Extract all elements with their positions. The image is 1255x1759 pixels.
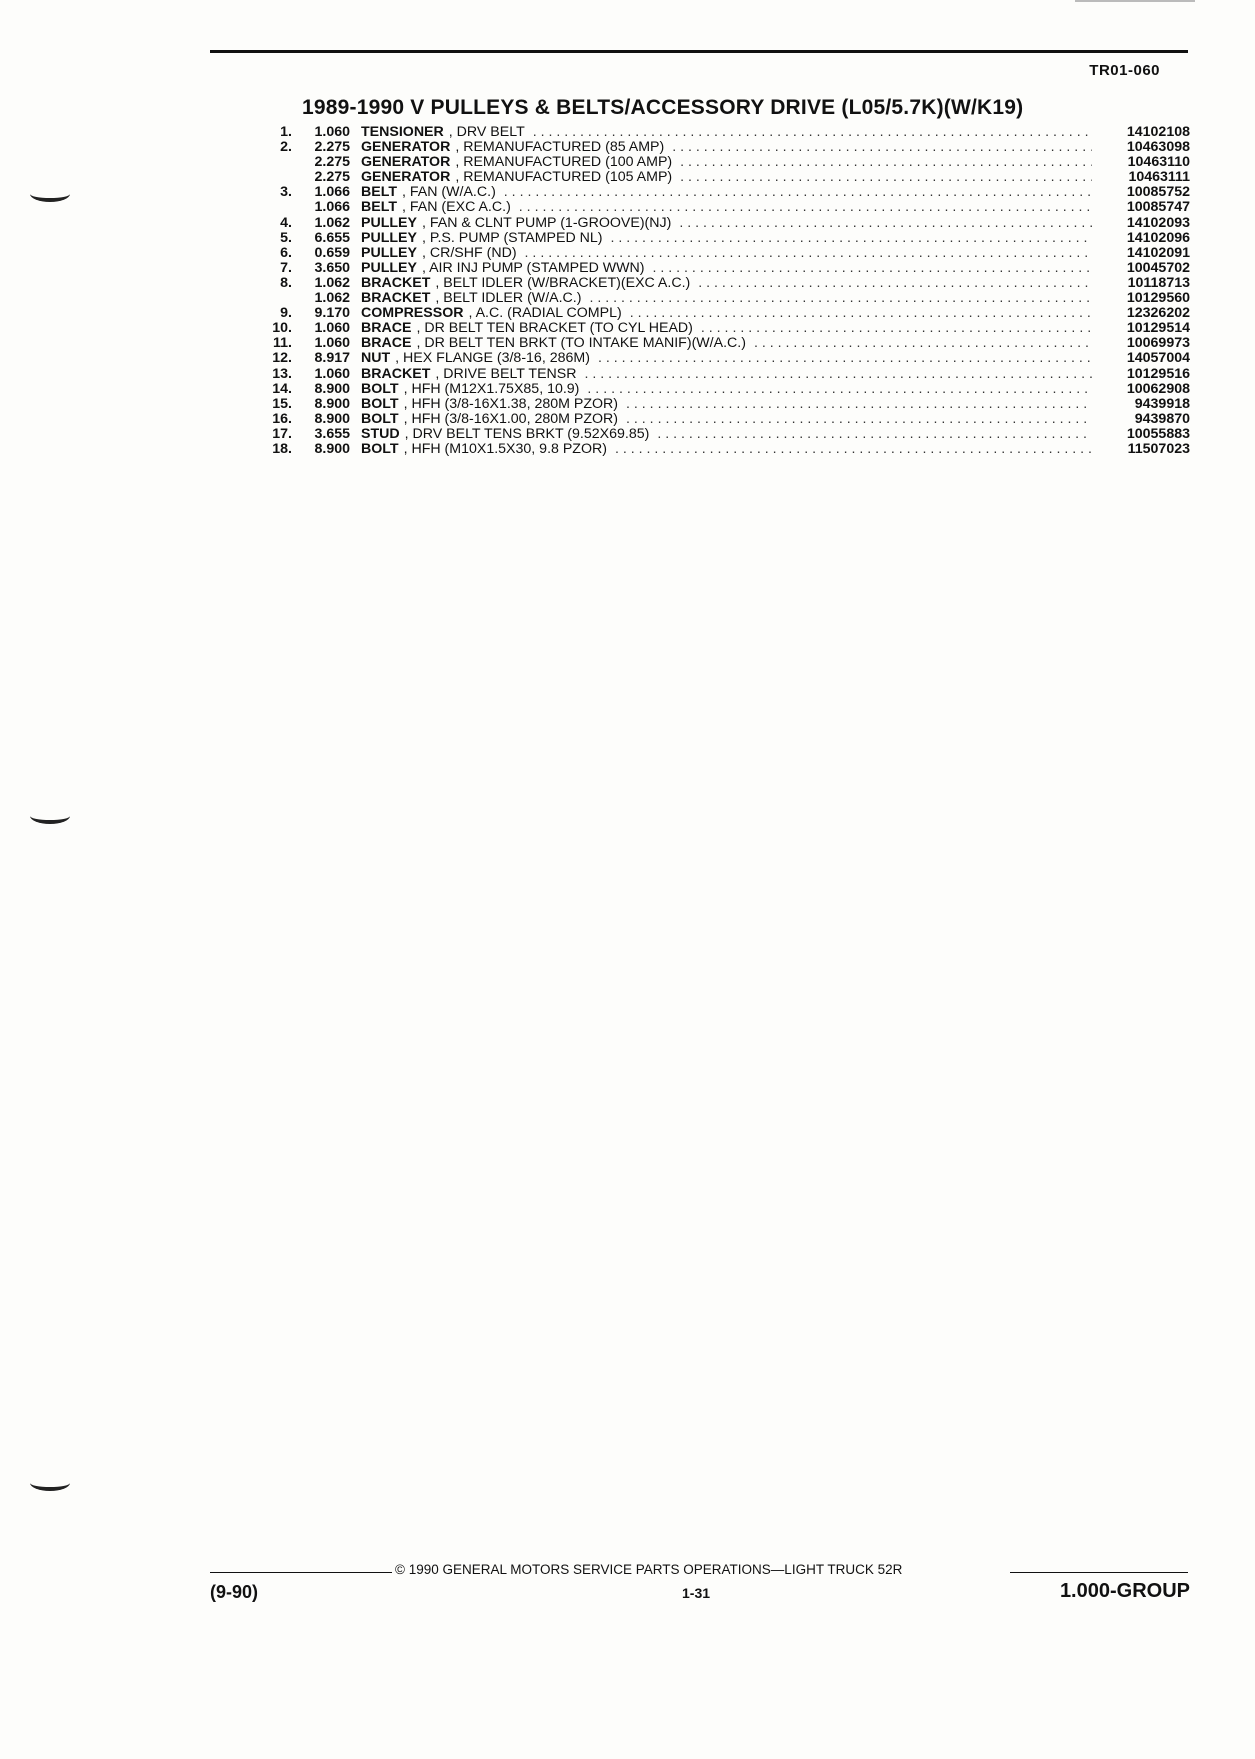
part-name: BRACE [361,321,412,337]
table-row [258,200,1190,215]
dot-leader [598,351,1092,366]
part-qualifier: , BELT IDLER (W/A.C.) [435,291,582,307]
part-qualifier: , DR BELT TEN BRACKET (TO CYL HEAD) [416,321,693,337]
part-number: 14102093 [1126,214,1190,231]
part-qualifier: , FAN (EXC A.C.) [402,200,511,216]
ref-number: 6. [280,244,292,261]
ref-number: 13. [272,365,292,382]
part-qualifier: , REMANUFACTURED (85 AMP) [455,140,665,156]
doc-code: TR01-060 [1089,62,1160,79]
part-qualifier: , A.C. (RADIAL COMPL) [468,306,622,322]
dot-leader [679,216,1092,231]
part-qualifier: , HFH (M12X1.75X85, 10.9) [403,381,580,397]
group-code: 8.900 [314,410,350,427]
ref-number: 2. [280,139,292,156]
table-row [258,155,1190,170]
group-code: 1.062 [314,214,350,231]
group-code: 8.900 [314,395,350,412]
part-name: GENERATOR [361,170,451,186]
table-row [258,321,1190,336]
part-name: BOLT [361,441,399,457]
group-code: 2.275 [314,154,350,171]
part-qualifier: , DRIVE BELT TENSR [435,366,577,382]
table-row [258,412,1190,427]
footer-rule-right [1010,1572,1188,1573]
part-qualifier: , FAN & CLNT PUMP (1-GROOVE)(NJ) [421,215,672,231]
part-name: BOLT [361,396,399,412]
part-qualifier: , CR/SHF (ND) [421,245,517,261]
part-number: 14102108 [1126,124,1190,140]
dot-leader [653,261,1092,276]
part-name: BOLT [361,381,399,397]
part-qualifier: , REMANUFACTURED (100 AMP) [455,155,673,171]
ref-number: 12. [272,350,292,367]
group-code: 8.917 [314,350,350,367]
part-name: STUD [361,426,400,442]
binder-hole-icon [30,808,70,824]
ref-number: 8. [280,274,292,291]
table-row [258,351,1190,366]
part-name: COMPRESSOR [361,306,464,322]
group-code: 2.275 [314,169,350,186]
table-row [258,306,1190,321]
part-qualifier: , HFH (M10X1.5X30, 9.8 PZOR) [403,441,607,457]
group-code: 8.900 [314,380,350,397]
ref-number: 18. [272,440,292,457]
part-description [361,276,1098,291]
part-qualifier: , HEX FLANGE (3/8-16, 286M) [395,351,590,367]
part-name: NUT [361,351,391,367]
part-description [361,246,1098,261]
part-number: 10085752 [1126,184,1190,201]
part-number: 10055883 [1126,425,1190,442]
part-number: 10069973 [1126,335,1190,352]
part-description [361,382,1098,397]
ref-number: 16. [272,410,292,427]
dot-leader [630,306,1092,321]
table-row [258,427,1190,442]
part-description [361,140,1098,155]
part-qualifier: , DRV BELT [448,125,525,140]
ref-number: 17. [272,425,292,442]
page-number: 1-31 [682,1585,711,1601]
part-description [361,427,1098,442]
dot-leader [504,185,1092,200]
part-description [361,170,1098,185]
part-description [361,351,1098,366]
group-code: 1.060 [314,320,350,337]
dot-leader [754,336,1092,351]
part-qualifier: , HFH (3/8-16X1.00, 280M PZOR) [403,411,619,427]
group-code: 2.275 [314,139,350,156]
part-number: 10118713 [1127,274,1190,291]
group-code: 1.060 [314,365,350,382]
part-description [361,155,1098,170]
part-description [361,442,1098,457]
part-qualifier: , AIR INJ PUMP (STAMPED WWN) [421,260,645,276]
ref-number: 10. [272,320,292,337]
group-code: 0.659 [314,244,350,261]
dot-leader [626,397,1092,412]
part-name: GENERATOR [361,140,451,156]
part-name: PULLEY [361,260,417,276]
dot-leader [680,155,1092,170]
part-qualifier: , DR BELT TEN BRKT (TO INTAKE MANIF)(W/A.C.) [416,336,746,352]
part-description [361,185,1098,200]
part-number: 12326202 [1126,305,1190,322]
part-number: 10129514 [1126,320,1190,337]
group-code: 3.650 [314,259,350,276]
part-name: BELT [361,185,397,201]
part-description [361,412,1098,427]
part-qualifier: , BELT IDLER (W/BRACKET)(EXC A.C.) [435,275,691,291]
corner-mark [1075,0,1195,2]
part-name: GENERATOR [361,155,451,171]
group-code: 1.062 [314,290,350,307]
table-row [258,442,1190,457]
group-code: 1.066 [314,184,350,201]
footer-date: (9-90) [210,1582,259,1602]
group-code: 8.900 [314,440,350,457]
group-label: 1.000-GROUP [1059,1580,1190,1602]
table-row [258,336,1190,351]
part-description [361,291,1098,306]
part-description [361,231,1098,246]
dot-leader [525,246,1092,261]
dot-leader [657,427,1092,442]
part-qualifier: , REMANUFACTURED (105 AMP) [455,170,673,186]
table-row [258,125,1190,140]
part-qualifier: , FAN (W/A.C.) [402,185,496,201]
dot-leader [698,276,1092,291]
dot-leader [672,140,1092,155]
part-description [361,336,1098,351]
part-number: 10463098 [1126,139,1190,156]
part-name: BRACKET [361,291,431,307]
group-code: 1.062 [314,274,350,291]
part-number: 14102091 [1126,244,1190,261]
part-name: BELT [361,200,397,216]
part-qualifier: , DRV BELT TENS BRKT (9.52X69.85) [404,426,650,442]
dot-leader [519,200,1092,215]
ref-number: 5. [280,229,292,246]
part-name: BOLT [361,411,399,427]
part-description [361,367,1098,382]
table-row [258,261,1190,276]
group-code: 1.060 [314,124,350,140]
group-code: 1.066 [314,199,350,216]
part-number: 10129560 [1126,290,1190,307]
table-row [258,367,1190,382]
top-rule [210,50,1188,53]
part-name: BRACE [361,336,412,352]
part-qualifier: , P.S. PUMP (STAMPED NL) [421,230,603,246]
footer-rule-left [210,1572,392,1573]
part-description [361,397,1098,412]
part-number: 10062908 [1126,380,1190,397]
part-name: PULLEY [361,215,417,231]
group-code: 3.655 [314,425,350,442]
binder-hole-icon [30,1475,70,1491]
part-qualifier: , HFH (3/8-16X1.38, 280M PZOR) [403,396,619,412]
footer-copyright: © 1990 GENERAL MOTORS SERVICE PARTS OPERATIONS—LIGHT TRUCK 52R [395,1562,903,1577]
table-row [258,185,1190,200]
part-description [361,306,1098,321]
group-code: 1.060 [314,335,350,352]
ref-number: 11. [273,335,292,352]
ref-number: 3. [280,184,292,201]
part-number: 10085747 [1126,199,1190,216]
table-row [258,291,1190,306]
table-row [258,231,1190,246]
ref-number: 14. [272,380,292,397]
group-code: 9.170 [314,305,350,322]
part-number: 10045702 [1126,259,1190,276]
part-description [361,216,1098,231]
part-number: 14057004 [1126,350,1190,367]
part-number: 10463111 [1128,169,1190,186]
ref-number: 4. [280,214,292,231]
part-name: BRACKET [361,275,431,291]
page-title: 1989-1990 V PULLEYS & BELTS/ACCESSORY DRIVE (L05/5.7K)(W/K19) [302,96,1024,119]
part-name: PULLEY [361,230,417,246]
part-number: 10463110 [1127,154,1190,171]
dot-leader [701,321,1092,336]
dot-leader [533,125,1092,140]
dot-leader [626,412,1092,427]
dot-leader [589,291,1092,306]
part-number: 14102096 [1126,229,1190,246]
group-code: 6.655 [314,229,350,246]
table-row [258,382,1190,397]
part-description [361,125,1098,140]
ref-number: 7. [280,259,292,276]
parts-table [258,125,1190,457]
ref-number: 15. [272,395,292,412]
ref-number: 9. [280,305,292,322]
table-row [258,246,1190,261]
part-number: 9439918 [1134,395,1190,412]
dot-leader [615,442,1092,457]
part-description [361,261,1098,276]
dot-leader [585,367,1093,382]
table-row [258,170,1190,185]
binder-hole-icon [30,186,70,202]
dot-leader [680,170,1092,185]
table-row [258,216,1190,231]
dot-leader [611,231,1092,246]
part-number: 11507023 [1127,440,1190,457]
part-name: PULLEY [361,245,417,261]
part-number: 9439870 [1134,410,1190,427]
dot-leader [587,382,1092,397]
part-description [361,200,1098,215]
part-description [361,321,1098,336]
table-row [258,276,1190,291]
part-name: BRACKET [361,366,431,382]
part-number: 10129516 [1126,365,1190,382]
table-row [258,397,1190,412]
ref-number: 1. [280,124,292,140]
part-name: TENSIONER [361,125,444,140]
table-row [258,140,1190,155]
